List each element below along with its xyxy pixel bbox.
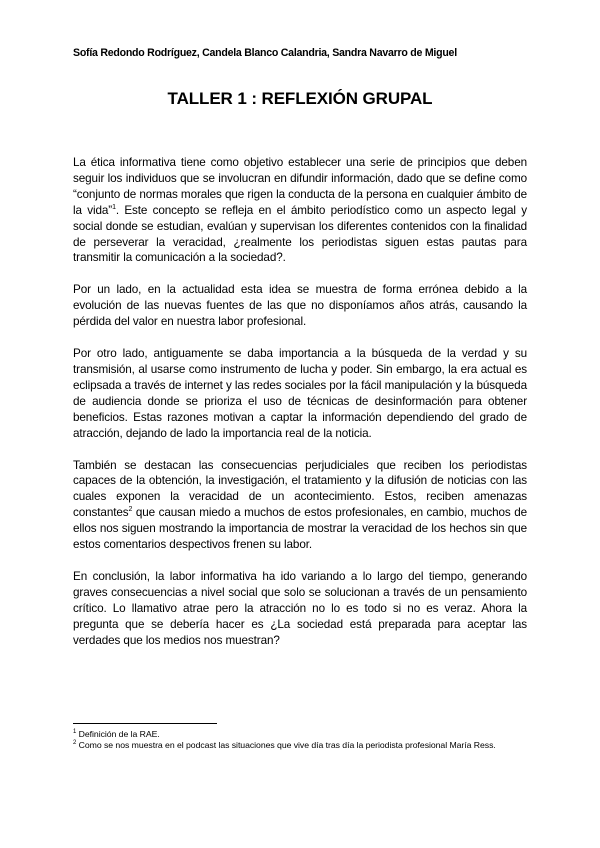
paragraph-2: Por un lado, en la actualidad esta idea se muestra de forma errónea debido a la evolución de las nuevas fuentes de las que no disponíamos años atrás, causando la pérdida del valor en nuestra labor profesional. xyxy=(73,283,527,329)
paragraph-1-text-b: . Este concepto se refleja en el ámbito periodístico como un aspecto legal y social donde se estudian, evalúan y supervisan los diferentes contenidos con la finalidad de perseverar la veracidad, ¿realmente los periodistas siguen estas pautas para transmitir la comunicación a la sociedad?. xyxy=(73,203,527,265)
paragraph-1 xyxy=(73,155,527,266)
paragraph-4-text-b: que causan miedo a muchos de estos profesionales, en cambio, muchos de ellos nos siguen mostrando la importancia de mostrar la veracidad de los hechos sin que estos comentarios despectivos frenen su labor. xyxy=(73,506,527,552)
footnote-separator xyxy=(73,723,217,724)
document-body xyxy=(73,155,527,664)
paragraph-4-text-a: También se destacan las consecuencias perjudiciales que reciben los periodistas capaces de la obtención, la investigación, el tratamiento y la difusión de noticias con las cuales exponen la veracidad de un acontecimiento. Estos, reciben amenazas constantes xyxy=(73,458,527,520)
footnote-mark-2: 2 xyxy=(73,740,77,747)
paragraph-1-text-a: La ética informativa tiene como objetivo establecer una serie de principios que deben seguir los individuos que se involucran en difundir información, dado que se define como “conjunto de normas morales que rigen la conducta de la persona en cualquier ámbito de la vida” xyxy=(73,156,527,217)
footnote-ref-2: 2 xyxy=(128,506,133,514)
footnotes xyxy=(73,729,527,751)
footnote-2 xyxy=(73,740,527,751)
footnote-ref-1: 1 xyxy=(112,203,116,211)
paragraph-5: En conclusión, la labor informativa ha ido variando a lo largo del tiempo, generando graves consecuencias a nivel social que solo se solucionan a través de un pensamiento crítico. Lo llamativo atrae pero la atracción no lo es todo si no es veraz. Ahora la pregunta que se debería hacer es ¿La sociedad está preparada para aceptar las verdades que los medios nos muestran? xyxy=(73,569,527,647)
paragraph-4 xyxy=(73,458,527,553)
footnote-mark-1: 1 xyxy=(73,729,77,736)
paragraph-3: Por otro lado, antiguamente se daba importancia a la búsqueda de la verdad y su transmisión, al usarse como instrumento de lucha y poder. Sin embargo, la era actual es eclipsada a través de internet y las redes sociales por la fácil manipulación y la búsqueda de audiencia donde se prioriza el uso de técnicas de desinformación para obtener beneficios. Estas razones motivan a captar la información dependiendo del grado de atracción, dejando de lado la importancia real de la noticia. xyxy=(73,347,527,440)
page-title: TALLER 1 : REFLEXIÓN GRUPAL xyxy=(167,89,433,108)
footnote-1 xyxy=(73,729,527,740)
footnote-2-text: Como se nos muestra en el podcast las situaciones que vive día tras día la periodista profesional María Ress. xyxy=(76,740,496,751)
footnote-1-text: Definición de la RAE. xyxy=(76,729,160,739)
author-line: Sofía Redondo Rodríguez, Candela Blanco Calandria, Sandra Navarro de Miguel xyxy=(73,47,457,59)
